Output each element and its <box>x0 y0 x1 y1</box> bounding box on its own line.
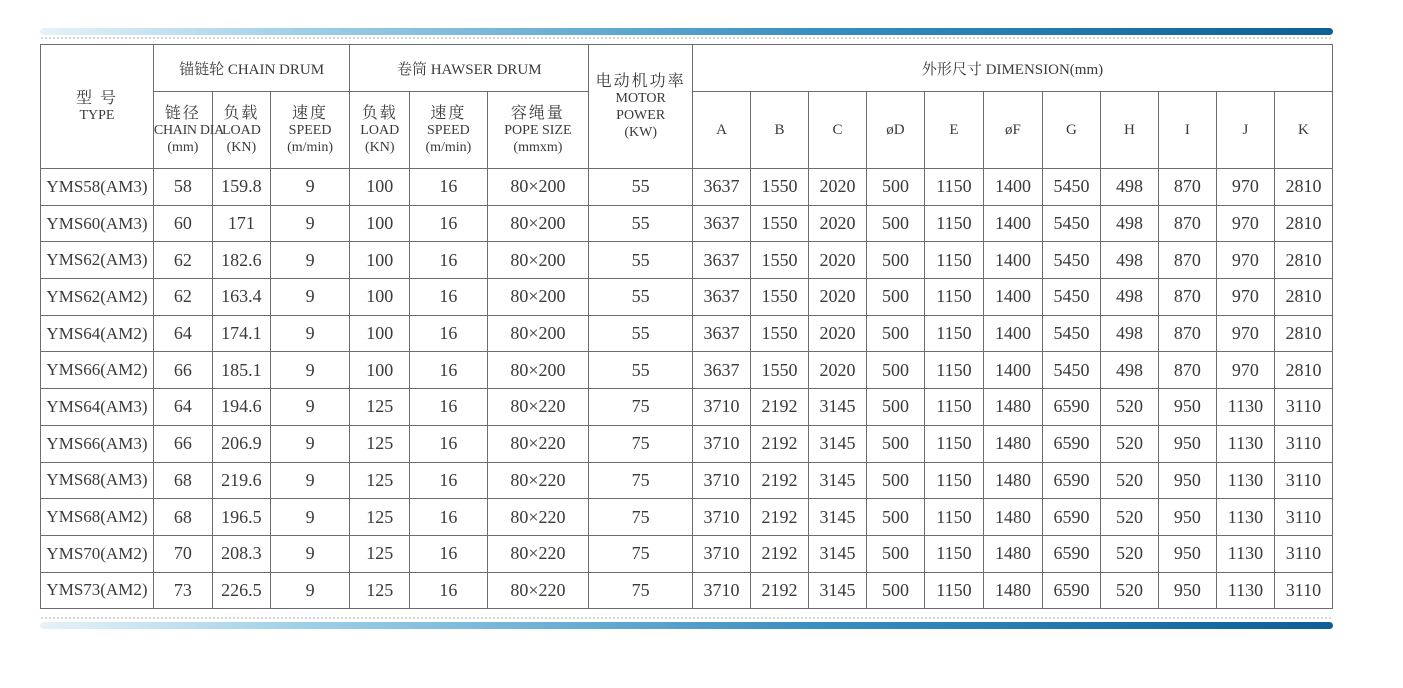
hawser-drum-header: 卷筒 HAWSER DRUM <box>350 45 589 92</box>
table-cell: 1550 <box>751 242 809 279</box>
table-cell: 9 <box>270 462 349 499</box>
table-cell: 970 <box>1216 352 1274 389</box>
table-cell: 1400 <box>983 169 1042 206</box>
type-header <box>41 45 154 169</box>
table-cell: 2192 <box>751 462 809 499</box>
table-cell: 125 <box>350 425 410 462</box>
dim-header-k: K <box>1274 92 1332 169</box>
table-cell: 75 <box>589 499 693 536</box>
model-type-cell: YMS62(AM2) <box>41 279 154 316</box>
table-cell: 3110 <box>1274 499 1332 536</box>
table-cell: 500 <box>866 389 924 426</box>
hawser-load-unit: (KN) <box>364 139 395 155</box>
table-cell: 970 <box>1216 315 1274 352</box>
table-cell: 1400 <box>983 205 1042 242</box>
table-cell: 62 <box>153 242 212 279</box>
table-cell: 80×220 <box>487 389 589 426</box>
table-cell: 2810 <box>1274 315 1332 352</box>
table-cell: 174.1 <box>212 315 270 352</box>
chain-load-zh: 负载 <box>223 104 260 122</box>
table-cell: 870 <box>1158 242 1216 279</box>
table-cell: 9 <box>270 205 349 242</box>
table-cell: 520 <box>1100 389 1158 426</box>
table-row <box>41 462 1333 499</box>
table-cell: 1550 <box>751 352 809 389</box>
chain-speed-zh: 速度 <box>292 104 329 122</box>
table-cell: 498 <box>1100 205 1158 242</box>
table-cell: 3637 <box>693 242 751 279</box>
table-cell: 163.4 <box>212 279 270 316</box>
chain-speed-header <box>270 92 349 169</box>
table-cell: 950 <box>1158 462 1216 499</box>
top-decorative-bar <box>40 28 1333 35</box>
table-cell: 226.5 <box>212 572 270 609</box>
table-cell: 2020 <box>809 279 867 316</box>
motor-power-header <box>589 45 693 169</box>
table-cell: 5450 <box>1042 279 1100 316</box>
table-cell: 3637 <box>693 279 751 316</box>
table-cell: 9 <box>270 535 349 572</box>
table-row <box>41 425 1333 462</box>
table-cell: 5450 <box>1042 352 1100 389</box>
table-cell: 1480 <box>983 499 1042 536</box>
table-cell: 55 <box>589 205 693 242</box>
table-cell: 55 <box>589 279 693 316</box>
motor-header-en1: MOTOR <box>615 90 666 106</box>
table-cell: 970 <box>1216 205 1274 242</box>
table-cell: 870 <box>1158 315 1216 352</box>
dim-header-f: øF <box>983 92 1042 169</box>
table-cell: 5450 <box>1042 315 1100 352</box>
table-cell: 100 <box>350 205 410 242</box>
hawser-speed-header <box>410 92 487 169</box>
table-cell: 9 <box>270 425 349 462</box>
table-cell: 2020 <box>809 205 867 242</box>
table-cell: 500 <box>866 535 924 572</box>
table-cell: 55 <box>589 352 693 389</box>
table-cell: 80×200 <box>487 315 589 352</box>
table-cell: 80×220 <box>487 462 589 499</box>
table-cell: 9 <box>270 315 349 352</box>
table-cell: 2810 <box>1274 279 1332 316</box>
table-cell: 500 <box>866 462 924 499</box>
table-cell: 3110 <box>1274 389 1332 426</box>
table-cell: 2192 <box>751 499 809 536</box>
chain-dia-unit: (mm) <box>167 139 199 155</box>
table-cell: 498 <box>1100 352 1158 389</box>
model-type-cell: YMS60(AM3) <box>41 205 154 242</box>
table-cell: 500 <box>866 352 924 389</box>
table-cell: 1550 <box>751 315 809 352</box>
type-header-zh: 型 号 <box>75 89 118 107</box>
table-cell: 3710 <box>693 389 751 426</box>
table-cell: 1150 <box>924 462 983 499</box>
hawser-speed-en: SPEED <box>427 122 470 138</box>
table-cell: 520 <box>1100 425 1158 462</box>
model-type-cell: YMS62(AM3) <box>41 242 154 279</box>
table-cell: 194.6 <box>212 389 270 426</box>
table-cell: 64 <box>153 315 212 352</box>
bottom-decorative-bar <box>40 622 1333 629</box>
table-cell: 80×200 <box>487 279 589 316</box>
table-cell: 1550 <box>751 205 809 242</box>
dim-header-i: I <box>1158 92 1216 169</box>
table-cell: 55 <box>589 242 693 279</box>
table-cell: 9 <box>270 279 349 316</box>
table-cell: 1150 <box>924 572 983 609</box>
table-cell: 3145 <box>809 499 867 536</box>
model-type-cell: YMS73(AM2) <box>41 572 154 609</box>
table-cell: 5450 <box>1042 205 1100 242</box>
table-cell: 520 <box>1100 462 1158 499</box>
table-cell: 520 <box>1100 535 1158 572</box>
table-cell: 2192 <box>751 425 809 462</box>
table-row <box>41 499 1333 536</box>
table-cell: 2192 <box>751 535 809 572</box>
table-cell: 3710 <box>693 425 751 462</box>
hawser-load-en: LOAD <box>360 122 400 138</box>
table-cell: 6590 <box>1042 499 1100 536</box>
table-cell: 75 <box>589 572 693 609</box>
dim-header-j: J <box>1216 92 1274 169</box>
dimension-header: 外形尺寸 DIMENSION(mm) <box>693 45 1333 92</box>
table-cell: 125 <box>350 499 410 536</box>
table-cell: 1130 <box>1216 499 1274 536</box>
top-dotted-border <box>40 36 1333 40</box>
table-cell: 6590 <box>1042 389 1100 426</box>
table-cell: 950 <box>1158 389 1216 426</box>
table-cell: 2020 <box>809 242 867 279</box>
table-cell: 5450 <box>1042 169 1100 206</box>
table-cell: 3110 <box>1274 462 1332 499</box>
table-cell: 80×220 <box>487 425 589 462</box>
motor-header-en2: POWER <box>616 107 666 123</box>
table-cell: 520 <box>1100 572 1158 609</box>
table-cell: 16 <box>410 499 487 536</box>
model-type-cell: YMS66(AM3) <box>41 425 154 462</box>
table-cell: 500 <box>866 499 924 536</box>
table-cell: 500 <box>866 315 924 352</box>
table-cell: 500 <box>866 572 924 609</box>
table-cell: 498 <box>1100 242 1158 279</box>
chain-load-unit: (KN) <box>226 139 257 155</box>
table-cell: 219.6 <box>212 462 270 499</box>
model-type-cell: YMS70(AM2) <box>41 535 154 572</box>
dim-header-d: øD <box>866 92 924 169</box>
table-cell: 6590 <box>1042 425 1100 462</box>
table-cell: 208.3 <box>212 535 270 572</box>
table-cell: 1480 <box>983 389 1042 426</box>
table-cell: 185.1 <box>212 352 270 389</box>
table-row <box>41 205 1333 242</box>
table-cell: 1130 <box>1216 389 1274 426</box>
table-cell: 5450 <box>1042 242 1100 279</box>
table-row <box>41 169 1333 206</box>
table-cell: 950 <box>1158 425 1216 462</box>
rope-size-zh: 容绳量 <box>510 104 565 122</box>
table-cell: 500 <box>866 205 924 242</box>
table-cell: 1130 <box>1216 462 1274 499</box>
table-cell: 1150 <box>924 315 983 352</box>
table-cell: 2192 <box>751 389 809 426</box>
chain-dia-en: CHAIN DIA <box>153 122 224 138</box>
table-cell: 2020 <box>809 169 867 206</box>
table-cell: 80×200 <box>487 242 589 279</box>
table-cell: 1480 <box>983 535 1042 572</box>
table-cell: 3637 <box>693 352 751 389</box>
table-cell: 3637 <box>693 315 751 352</box>
table-cell: 60 <box>153 205 212 242</box>
table-cell: 16 <box>410 315 487 352</box>
table-cell: 125 <box>350 572 410 609</box>
dim-header-e: E <box>924 92 983 169</box>
table-cell: 498 <box>1100 169 1158 206</box>
table-cell: 1130 <box>1216 572 1274 609</box>
table-cell: 16 <box>410 205 487 242</box>
table-cell: 2192 <box>751 572 809 609</box>
table-cell: 498 <box>1100 315 1158 352</box>
table-cell: 1150 <box>924 499 983 536</box>
table-cell: 1150 <box>924 535 983 572</box>
table-cell: 196.5 <box>212 499 270 536</box>
table-cell: 6590 <box>1042 462 1100 499</box>
table-cell: 3710 <box>693 572 751 609</box>
table-cell: 3110 <box>1274 425 1332 462</box>
table-cell: 2810 <box>1274 205 1332 242</box>
table-cell: 9 <box>270 352 349 389</box>
table-cell: 1150 <box>924 389 983 426</box>
table-cell: 80×220 <box>487 499 589 536</box>
table-cell: 9 <box>270 242 349 279</box>
table-cell: 1150 <box>924 242 983 279</box>
table-cell: 500 <box>866 242 924 279</box>
table-cell: 3637 <box>693 205 751 242</box>
table-cell: 1550 <box>751 169 809 206</box>
table-cell: 970 <box>1216 242 1274 279</box>
bottom-dotted-border <box>40 616 1333 620</box>
table-cell: 100 <box>350 169 410 206</box>
table-cell: 80×200 <box>487 169 589 206</box>
table-cell: 500 <box>866 279 924 316</box>
model-type-cell: YMS68(AM2) <box>41 499 154 536</box>
table-cell: 3145 <box>809 462 867 499</box>
table-cell: 206.9 <box>212 425 270 462</box>
table-cell: 75 <box>589 389 693 426</box>
table-cell: 16 <box>410 242 487 279</box>
table-cell: 100 <box>350 352 410 389</box>
hawser-load-zh: 负载 <box>361 104 398 122</box>
rope-size-en: POPE SIZE <box>504 122 572 138</box>
spec-table-body <box>41 169 1333 609</box>
table-cell: 64 <box>153 389 212 426</box>
table-cell: 970 <box>1216 169 1274 206</box>
rope-size-header <box>487 92 589 169</box>
chain-dia-header <box>153 92 224 169</box>
table-cell: 73 <box>153 572 212 609</box>
table-cell: 70 <box>153 535 212 572</box>
dim-header-a: A <box>693 92 751 169</box>
table-cell: 100 <box>350 242 410 279</box>
table-cell: 950 <box>1158 572 1216 609</box>
windlass-spec-table <box>40 44 1333 609</box>
table-cell: 3110 <box>1274 535 1332 572</box>
table-cell: 6590 <box>1042 535 1100 572</box>
table-cell: 16 <box>410 169 487 206</box>
table-cell: 100 <box>350 279 410 316</box>
chain-dia-zh: 链径 <box>164 104 201 122</box>
table-cell: 58 <box>153 169 212 206</box>
motor-header-zh: 电动机功率 <box>595 72 686 90</box>
table-cell: 1130 <box>1216 425 1274 462</box>
table-cell: 66 <box>153 425 212 462</box>
table-cell: 55 <box>589 169 693 206</box>
dim-header-b: B <box>751 92 809 169</box>
hawser-load-header <box>350 92 410 169</box>
table-cell: 182.6 <box>212 242 270 279</box>
table-row <box>41 389 1333 426</box>
table-cell: 3145 <box>809 425 867 462</box>
table-cell: 2810 <box>1274 169 1332 206</box>
table-cell: 500 <box>866 169 924 206</box>
table-cell: 171 <box>212 205 270 242</box>
table-cell: 1400 <box>983 242 1042 279</box>
table-cell: 1480 <box>983 572 1042 609</box>
chain-speed-unit: (m/min) <box>287 139 333 155</box>
table-cell: 520 <box>1100 499 1158 536</box>
table-cell: 3145 <box>809 389 867 426</box>
table-cell: 1150 <box>924 352 983 389</box>
table-cell: 6590 <box>1042 572 1100 609</box>
table-cell: 55 <box>589 315 693 352</box>
table-cell: 1480 <box>983 462 1042 499</box>
table-cell: 16 <box>410 535 487 572</box>
table-cell: 1400 <box>983 279 1042 316</box>
table-cell: 870 <box>1158 169 1216 206</box>
chain-load-en: LOAD <box>221 122 261 138</box>
table-cell: 3110 <box>1274 572 1332 609</box>
table-row <box>41 572 1333 609</box>
table-cell: 870 <box>1158 279 1216 316</box>
table-row <box>41 535 1333 572</box>
table-cell: 3145 <box>809 572 867 609</box>
table-cell: 16 <box>410 572 487 609</box>
table-cell: 950 <box>1158 499 1216 536</box>
motor-header-unit: (KW) <box>624 124 657 140</box>
table-cell: 2810 <box>1274 352 1332 389</box>
table-cell: 75 <box>589 462 693 499</box>
table-cell: 100 <box>350 315 410 352</box>
table-cell: 870 <box>1158 205 1216 242</box>
table-cell: 16 <box>410 279 487 316</box>
chain-drum-header: 锚链轮 CHAIN DRUM <box>153 45 349 92</box>
table-cell: 2020 <box>809 315 867 352</box>
table-row <box>41 352 1333 389</box>
table-cell: 500 <box>866 425 924 462</box>
rope-size-unit: (mmxm) <box>513 139 563 155</box>
table-cell: 2810 <box>1274 242 1332 279</box>
chain-load-header <box>212 92 270 169</box>
table-row <box>41 279 1333 316</box>
table-cell: 66 <box>153 352 212 389</box>
table-cell: 125 <box>350 462 410 499</box>
table-cell: 16 <box>410 389 487 426</box>
table-cell: 1150 <box>924 205 983 242</box>
table-cell: 1150 <box>924 279 983 316</box>
table-cell: 9 <box>270 499 349 536</box>
table-cell: 1480 <box>983 425 1042 462</box>
table-cell: 80×200 <box>487 352 589 389</box>
table-cell: 125 <box>350 389 410 426</box>
table-cell: 3637 <box>693 169 751 206</box>
table-cell: 3710 <box>693 535 751 572</box>
table-cell: 870 <box>1158 352 1216 389</box>
table-cell: 125 <box>350 535 410 572</box>
table-cell: 970 <box>1216 279 1274 316</box>
model-type-cell: YMS64(AM3) <box>41 389 154 426</box>
table-cell: 80×200 <box>487 205 589 242</box>
table-cell: 68 <box>153 462 212 499</box>
model-type-cell: YMS68(AM3) <box>41 462 154 499</box>
table-cell: 3710 <box>693 462 751 499</box>
chain-speed-en: SPEED <box>288 122 332 138</box>
model-type-cell: YMS66(AM2) <box>41 352 154 389</box>
table-cell: 9 <box>270 572 349 609</box>
dim-header-h: H <box>1100 92 1158 169</box>
table-cell: 80×220 <box>487 572 589 609</box>
table-row <box>41 242 1333 279</box>
table-cell: 9 <box>270 389 349 426</box>
table-cell: 75 <box>589 535 693 572</box>
hawser-speed-unit: (m/min) <box>425 139 472 155</box>
table-cell: 62 <box>153 279 212 316</box>
table-cell: 75 <box>589 425 693 462</box>
table-cell: 1130 <box>1216 535 1274 572</box>
table-cell: 1550 <box>751 279 809 316</box>
table-cell: 1400 <box>983 352 1042 389</box>
dim-header-c: C <box>809 92 867 169</box>
model-type-cell: YMS58(AM3) <box>41 169 154 206</box>
table-cell: 16 <box>410 462 487 499</box>
table-cell: 80×220 <box>487 535 589 572</box>
table-cell: 3710 <box>693 499 751 536</box>
table-cell: 1150 <box>924 425 983 462</box>
table-cell: 68 <box>153 499 212 536</box>
table-cell: 1400 <box>983 315 1042 352</box>
table-cell: 16 <box>410 425 487 462</box>
table-cell: 1150 <box>924 169 983 206</box>
table-cell: 2020 <box>809 352 867 389</box>
hawser-speed-zh: 速度 <box>430 104 467 122</box>
table-row <box>41 315 1333 352</box>
table-cell: 16 <box>410 352 487 389</box>
model-type-cell: YMS64(AM2) <box>41 315 154 352</box>
table-cell: 9 <box>270 169 349 206</box>
table-cell: 3145 <box>809 535 867 572</box>
table-cell: 950 <box>1158 535 1216 572</box>
table-cell: 498 <box>1100 279 1158 316</box>
table-cell: 159.8 <box>212 169 270 206</box>
dim-header-g: G <box>1042 92 1100 169</box>
type-header-en: TYPE <box>79 107 115 123</box>
